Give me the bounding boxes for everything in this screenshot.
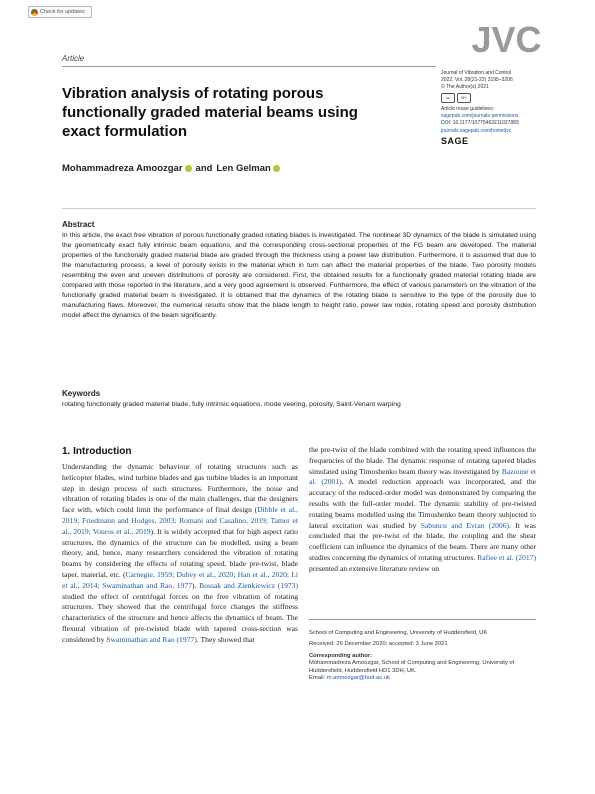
- keywords-text: rotating functionally graded material blade, fully intrinsic equations, mode veering, porosity, Saint-Venant warping: [62, 401, 401, 408]
- journal-volume: 2022, Vol. 28(21-22) 3195–3206: [441, 77, 513, 84]
- author-connector: and: [195, 163, 213, 174]
- body-text: . They showed that: [196, 634, 255, 644]
- body-text: the pre-twist of the blade combined with the rotating speed influences the frequencies of the blade. The dynamic response of rotating tapered blades simulated using Timoshenko beam theory was investigated by: [309, 445, 536, 476]
- header-rule: [62, 66, 436, 67]
- citation-link[interactable]: Carnegie, 1959; Dubey et al., 2020; Han et al., 2020; Li et al., 2014; Swaminathan and Rao, 1977: [62, 569, 299, 590]
- abstract-heading: Abstract: [62, 220, 95, 229]
- orcid-icon[interactable]: [273, 165, 280, 172]
- cc-icon: cc: [441, 93, 455, 103]
- received-dates: Received: 26 December 2020; accepted: 3 June 2021: [309, 641, 448, 648]
- author-2: Len Gelman: [216, 163, 271, 174]
- by-icon: BY: [457, 93, 471, 103]
- article-title: Vibration analysis of rotating porous functionally graded material beams using exact formulation: [62, 85, 358, 140]
- journal-info: [441, 70, 576, 145]
- sage-logo: SAGE: [441, 135, 469, 146]
- body-column-left: [62, 462, 298, 646]
- body-text: Understanding the dynamic behaviour of rotating structures such as helicopter blades, wind turbine blades and gas turbine blades is an important step in design process of such structures. Furthermore, the noise and vibration of rotating blades is one of the main challenges, that the designers face with, which could limit the performance of final design (: [62, 462, 298, 515]
- introduction-heading: 1. Introduction: [62, 446, 132, 457]
- journal-logo: [470, 19, 543, 59]
- citation-link[interactable]: Dibble et al., 2019; Friedmann and Hodges, 2003; Romani and Casalino, 2019; Tamer et al., 2019; Vouros et al., 2019: [62, 505, 298, 536]
- journal-url[interactable]: journals.sagepub.com/home/jvc: [441, 127, 512, 134]
- check-updates-label: Check for updates: [40, 9, 85, 15]
- corresponding-author-heading: Corresponding author:: [309, 652, 373, 659]
- article-type-label: Article: [62, 54, 85, 63]
- citation-link[interactable]: Rafiee et al. (2017): [477, 552, 536, 562]
- citation-link[interactable]: Swaminathan and Rao (1977): [106, 634, 197, 644]
- footnote-rule: [309, 619, 536, 620]
- body-column-right: [309, 445, 536, 575]
- reuse-label: Article reuse guidelines:: [441, 106, 495, 113]
- journal-name: Journal of Vibration and Control: [441, 70, 512, 76]
- keywords-heading: Keywords: [62, 389, 101, 398]
- check-for-updates-button[interactable]: [28, 6, 92, 18]
- corresponding-author: Mohammadreza Amoozgar, School of Computing and Engineering, University of Huddersfield, Huddersfield HD1 3DH, UK.: [309, 660, 515, 674]
- affiliation: School of Computing and Engineering, University of Huddersfield, UK: [309, 630, 488, 636]
- authors: [62, 163, 392, 174]
- footnotes: [309, 630, 536, 682]
- citation-link[interactable]: Sabuncu and Evran (2006): [420, 520, 510, 530]
- abstract-text: In this article, the exact free vibration of porous functionally graded rotating blades is investigated. The nonlinear 3D dynamics of the blade is simulated using the geometrically exact fully intrinsic beam equations, and the corresponding cross-sectional properties of the FG beam are developed. The material properties of the functionally graded material blade are graded through the thickness using a power law distribution. Furthermore, it is assumed that due to the manufacturing process, a level of porosity exists in the material which in turn can affect the material properties of the blade. Two porosity models resembling the even and uneven distributions of porosity are considered. First, the obtained results for a functionally graded material rotating blade are compared with those reported in the literature, and a very good agreement is observed. Furthermore, the effect of various parameters on the vibration of the functionally graded material beam is investigated. It is obtained that the dynamics of the rotating blade is sensitive to the type of the porosity due to manufacturing flaws. Moreover, the numerical results show that the blade length to height ratio, power law index, rotating speed and porosity distribution model affect the dynamics of the beam significantly.: [62, 232, 536, 319]
- body-text: ).: [192, 580, 200, 590]
- crossmark-icon: [31, 9, 38, 16]
- orcid-icon[interactable]: [185, 165, 192, 172]
- doi[interactable]: DOI: 10.1177/10775463211027883: [441, 120, 519, 127]
- citation-link[interactable]: Bossak and Zienkiewicz (1973): [199, 580, 298, 590]
- body-text: . A model reduction approach was incorporated, and the accuracy of the reduced-order model was demonstrated by comparing the results with the full-order model. The dynamic stability of pre-twisted rotating beams modelled using the Timoshenko beam theory subjected to lateral excitation was studied by: [309, 477, 536, 530]
- body-text: . It was concluded that the pre-twist of the blade, the coupling and the shear coefficient can influence the dynamics of the beam. There are many other studies concerning the dynamics of rotating structures.: [309, 520, 536, 562]
- section-rule: [62, 208, 536, 209]
- cc-license-badges: [441, 93, 576, 103]
- body-text: studied the effect of centrifugal forces on the free vibration of rotating structures. They showed that the centrifugal force changes the stiffness characteristics of the structure and hence affects the dynamics of beam. The flexural vibration of pre-twisted blade with tapered cross-section was considered by: [62, 591, 298, 644]
- author-1: Mohammadreza Amoozgar: [62, 163, 183, 174]
- citation-link[interactable]: Bazoune et al. (2001): [309, 466, 537, 487]
- journal-logo-text: JVC: [471, 19, 542, 59]
- email-label: Email:: [309, 675, 327, 682]
- body-text: presented an extensive literature review on: [309, 563, 440, 573]
- reuse-link[interactable]: sagepub.com/journals-permissions: [441, 113, 519, 120]
- corresponding-email[interactable]: m.amoozgar@hud.ac.uk: [326, 675, 390, 682]
- copyright: © The Author(s) 2021: [441, 84, 489, 91]
- body-text: ). It is widely accepted that for high aspect ratio structures, the dynamics of the structure can be modelled, using a beam theory, and, hence, many researchers considered the vibration of rotating beams by considering the effects of rotating speed, blade pre-twist, blade taper, material, etc. (: [62, 526, 298, 579]
